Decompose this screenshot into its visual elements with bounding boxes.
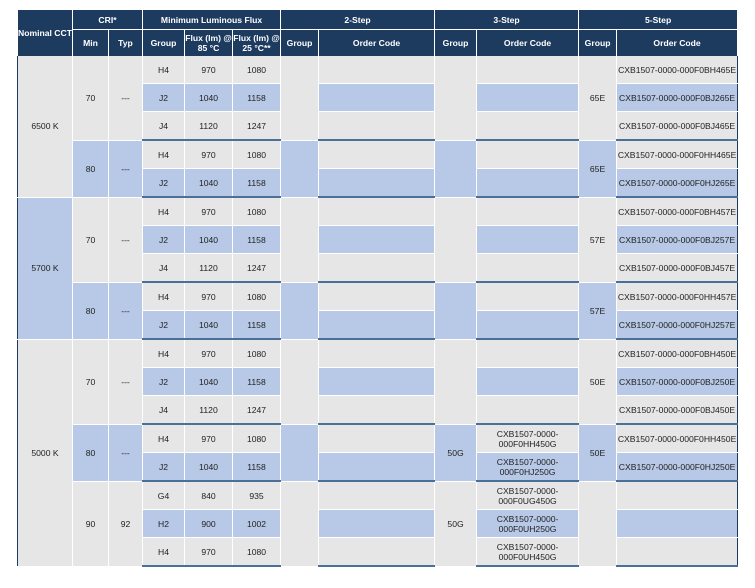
flux-85-cell: 1040 [185,368,233,396]
flux-group-cell: H4 [143,140,185,169]
flux-85-cell: 1040 [185,226,233,254]
flux-85-cell: 1040 [185,169,233,198]
flux-25-cell: 1080 [233,538,281,567]
flux-25-cell: 1080 [233,140,281,169]
step3-group-cell [435,56,477,140]
step5-group-cell: 57E [579,197,617,282]
flux-group-cell: J4 [143,112,185,141]
flux-group-cell: H4 [143,282,185,311]
step2-order-code-cell [319,56,435,84]
step3-order-code-cell [477,197,579,226]
step2-order-code-cell [319,254,435,283]
flux-25-cell: 1002 [233,510,281,538]
step2-order-code-cell [319,538,435,567]
step5-order-code-cell: CXB1507-0000-000F0BJ457E [617,254,738,283]
flux-85-cell: 970 [185,424,233,453]
cri-typ-cell: --- [109,197,143,282]
step5-group-cell: 50E [579,424,617,481]
header-cri: CRI* [73,10,143,30]
header-nominal-cct: Nominal CCT [18,10,73,56]
flux-25-cell: 1080 [233,339,281,368]
table-row [18,481,738,510]
step3-group-cell: 50G [435,481,477,566]
step3-order-code-cell [477,282,579,311]
flux-85-cell: 970 [185,538,233,567]
flux-25-cell: 1158 [233,169,281,198]
step3-order-code-cell: CXB1507-0000-000F0HJ250G [477,453,579,482]
step3-order-code-cell: CXB1507-0000-000F0HH450G [477,424,579,453]
flux-85-cell: 1120 [185,112,233,141]
flux-85-cell: 840 [185,481,233,510]
step2-order-code-cell [319,311,435,340]
flux-85-cell: 1040 [185,84,233,112]
flux-group-cell: H4 [143,56,185,84]
step5-order-code-cell: CXB1507-0000-000F0BH465E [617,56,738,84]
cri-min-cell: 70 [73,339,109,424]
cri-typ-cell: --- [109,424,143,481]
step5-order-code-cell: CXB1507-0000-000F0HJ250E [617,453,738,482]
flux-group-cell: J2 [143,84,185,112]
step2-group-cell [281,424,319,481]
step3-order-code-cell [477,368,579,396]
flux-group-cell: J2 [143,368,185,396]
header-flux-25: Flux (lm) @ 25 °C** [233,30,281,57]
nominal-cct-cell: 6500 K [18,56,73,197]
step5-order-code-cell: CXB1507-0000-000F0BJ265E [617,84,738,112]
step3-order-code-cell [477,254,579,283]
nominal-cct-cell: 5700 K [18,197,73,339]
flux-85-cell: 1040 [185,453,233,482]
flux-25-cell: 1247 [233,254,281,283]
step5-group-cell: 57E [579,282,617,339]
step2-order-code-cell [319,169,435,198]
step2-group-cell [281,282,319,339]
flux-25-cell: 1080 [233,197,281,226]
step2-group-cell [281,140,319,197]
step5-order-code-cell [617,538,738,567]
step3-order-code-cell [477,311,579,340]
cri-min-cell: 80 [73,282,109,339]
step3-order-code-cell [477,112,579,141]
flux-25-cell: 1158 [233,226,281,254]
cri-min-cell: 70 [73,197,109,282]
flux-group-cell: J2 [143,311,185,340]
product-table-wrapper [17,10,737,567]
flux-85-cell: 900 [185,510,233,538]
step5-order-code-cell: CXB1507-0000-000F0BJ450E [617,396,738,425]
table-row [18,140,738,169]
step5-order-code-cell: CXB1507-0000-000F0HH465E [617,140,738,169]
flux-group-cell: J2 [143,453,185,482]
cri-min-cell: 70 [73,56,109,140]
header-3-step: 3-Step [435,10,579,30]
step2-order-code-cell [319,140,435,169]
step3-order-code-cell [477,140,579,169]
flux-25-cell: 1158 [233,84,281,112]
header-3-step-group: Group [435,30,477,57]
table-body [18,56,738,566]
flux-25-cell: 1080 [233,282,281,311]
flux-group-cell: H4 [143,197,185,226]
flux-group-cell: H2 [143,510,185,538]
flux-25-cell: 1158 [233,368,281,396]
header-5-step-order-code: Order Code [617,30,738,57]
flux-25-cell: 1247 [233,396,281,425]
step3-group-cell [435,140,477,197]
step3-order-code-cell [477,169,579,198]
step5-order-code-cell: CXB1507-0000-000F0HJ257E [617,311,738,340]
step5-order-code-cell: CXB1507-0000-000F0HJ265E [617,169,738,198]
cri-typ-cell: --- [109,282,143,339]
step5-order-code-cell: CXB1507-0000-000F0BJ250E [617,368,738,396]
nominal-cct-cell: 5000 K [18,339,73,566]
step3-group-cell [435,339,477,424]
step3-group-cell [435,197,477,282]
flux-25-cell: 935 [233,481,281,510]
cri-min-cell: 90 [73,481,109,566]
step2-order-code-cell [319,368,435,396]
flux-group-cell: J2 [143,226,185,254]
flux-25-cell: 1080 [233,424,281,453]
order-code-table [17,10,738,567]
step2-group-cell [281,56,319,140]
flux-group-cell: G4 [143,481,185,510]
flux-85-cell: 970 [185,282,233,311]
step3-order-code-cell [477,396,579,425]
header-2-step: 2-Step [281,10,435,30]
flux-25-cell: 1247 [233,112,281,141]
flux-85-cell: 970 [185,339,233,368]
table-row [18,56,738,84]
header-min-flux: Minimum Luminous Flux [143,10,281,30]
flux-85-cell: 970 [185,197,233,226]
step5-order-code-cell: CXB1507-0000-000F0BH450E [617,339,738,368]
cri-typ-cell: --- [109,339,143,424]
table-row [18,282,738,311]
step3-order-code-cell [477,226,579,254]
step3-group-cell: 50G [435,424,477,481]
step3-order-code-cell [477,56,579,84]
step2-order-code-cell [319,424,435,453]
step5-group-cell: 65E [579,56,617,140]
step5-group-cell: 65E [579,140,617,197]
flux-25-cell: 1080 [233,56,281,84]
flux-25-cell: 1158 [233,311,281,340]
step5-order-code-cell [617,510,738,538]
step2-order-code-cell [319,226,435,254]
header-cri-typ: Typ [109,30,143,57]
step3-order-code-cell: CXB1507-0000-000F0UG450G [477,481,579,510]
step5-order-code-cell: CXB1507-0000-000F0BH457E [617,197,738,226]
step3-order-code-cell [477,339,579,368]
flux-85-cell: 970 [185,56,233,84]
flux-group-cell: H4 [143,339,185,368]
cri-typ-cell: 92 [109,481,143,566]
step2-order-code-cell [319,282,435,311]
step2-order-code-cell [319,339,435,368]
cri-typ-cell: --- [109,140,143,197]
step5-order-code-cell: CXB1507-0000-000F0HH457E [617,282,738,311]
header-5-step: 5-Step [579,10,738,30]
header-flux-group: Group [143,30,185,57]
step3-order-code-cell [477,84,579,112]
step3-order-code-cell: CXB1507-0000-000F0UH250G [477,510,579,538]
flux-group-cell: H4 [143,424,185,453]
step3-order-code-cell: CXB1507-0000-000F0UH450G [477,538,579,567]
flux-85-cell: 1040 [185,311,233,340]
step2-order-code-cell [319,112,435,141]
flux-group-cell: J4 [143,396,185,425]
step2-order-code-cell [319,396,435,425]
flux-85-cell: 1120 [185,396,233,425]
cri-min-cell: 80 [73,140,109,197]
flux-group-cell: H4 [143,538,185,567]
step5-order-code-cell: CXB1507-0000-000F0HH450E [617,424,738,453]
header-3-step-order-code: Order Code [477,30,579,57]
step2-order-code-cell [319,197,435,226]
flux-25-cell: 1158 [233,453,281,482]
step2-group-cell [281,339,319,424]
step5-group-cell: 50E [579,339,617,424]
flux-group-cell: J4 [143,254,185,283]
cri-typ-cell: --- [109,56,143,140]
flux-85-cell: 970 [185,140,233,169]
header-2-step-order-code: Order Code [319,30,435,57]
header-cri-min: Min [73,30,109,57]
flux-85-cell: 1120 [185,254,233,283]
step5-order-code-cell [617,481,738,510]
step2-group-cell [281,481,319,566]
table-row [18,424,738,453]
step5-order-code-cell: CXB1507-0000-000F0BJ257E [617,226,738,254]
step2-order-code-cell [319,453,435,482]
header-flux-85: Flux (lm) @ 85 °C [185,30,233,57]
step2-order-code-cell [319,84,435,112]
header-2-step-group: Group [281,30,319,57]
step2-order-code-cell [319,481,435,510]
step5-group-cell [579,481,617,566]
step2-group-cell [281,197,319,282]
step2-order-code-cell [319,510,435,538]
table-row [18,339,738,368]
table-row [18,197,738,226]
cri-min-cell: 80 [73,424,109,481]
flux-group-cell: J2 [143,169,185,198]
step3-group-cell [435,282,477,339]
step5-order-code-cell: CXB1507-0000-000F0BJ465E [617,112,738,141]
header-5-step-group: Group [579,30,617,57]
